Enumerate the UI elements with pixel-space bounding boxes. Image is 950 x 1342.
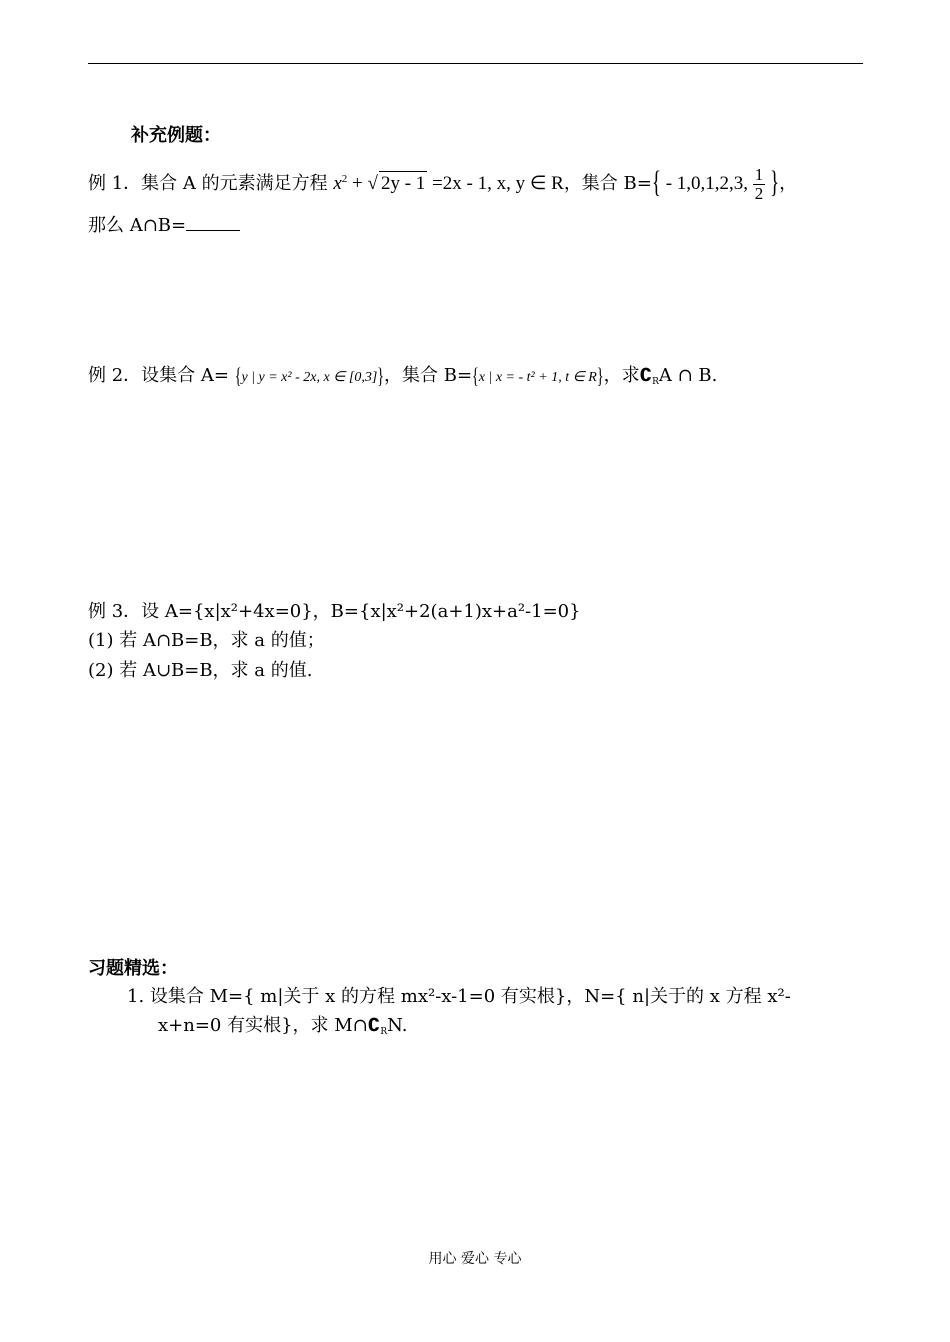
- example-2-end-pre: ，求: [603, 365, 640, 386]
- exercises-heading: 习题精选：: [88, 958, 178, 979]
- answer-blank: [186, 214, 240, 231]
- example-1-equation: $x^2$ + √ 2y - 1 =2x - 1, x, y ∈ R: [333, 172, 564, 194]
- page-footer: 用心 爱心 专心: [428, 1251, 522, 1267]
- exercise-1-line-2-post: N.: [387, 1015, 408, 1036]
- fraction-one-half: $\frac{1}{2}$: [754, 165, 764, 203]
- example-2-prefix: 例 2．设集合 A=: [88, 365, 229, 386]
- example-3-line-1: 例 3．设 A={x|x²+4x=0}，B={x|x²+2(a+1)x+a²-1=0}: [88, 601, 581, 622]
- example-3-part-1: (1) 若 A∩B=B，求 a 的值；: [88, 630, 325, 651]
- exercise-1-line-2-pre: x+n=0 有实根}，求 M∩: [158, 1015, 368, 1036]
- set-a-definition: {y | y = x² - 2x, x ∈ [0,3]}: [234, 365, 385, 390]
- example-1-prefix: 例 1．集合 A 的元素满足方程: [88, 172, 328, 194]
- header-rule: [88, 63, 863, 64]
- supplement-heading: 补充例题：: [131, 125, 221, 146]
- exercise-1-line-2: [158, 1014, 407, 1044]
- example-2-end-post: A ∩ B.: [658, 365, 718, 386]
- complement-subscript: R: [652, 377, 659, 387]
- example-3-part-2: (2) 若 A∪B=B，求 a 的值.: [88, 660, 313, 681]
- example-2: [88, 364, 717, 394]
- complement-symbol: ∁: [367, 1015, 381, 1036]
- complement-subscript: R: [380, 1027, 388, 1037]
- example-1-line-2: [88, 214, 240, 238]
- example-1-question: 那么 A∩B=: [88, 215, 187, 236]
- set-b-definition: {x | x = - t² + 1, t ∈ R}: [472, 365, 604, 390]
- example-1-line-1: [88, 166, 797, 203]
- example-2-mid: ，集合 B=: [384, 365, 473, 386]
- complement-symbol: ∁: [639, 365, 653, 386]
- exercise-1-line-1: 1. 设集合 M={ m|关于 x 的方程 mx²-x-1=0 有实根}，N={ n|关于的 x 方程 x²-: [127, 986, 791, 1007]
- example-1-end: ，: [779, 172, 798, 194]
- example-1-mid: ，集合 B=: [563, 172, 652, 194]
- set-b-literal: { - 1,0,1,2,3, $\frac{1}{2}$ }: [651, 165, 780, 203]
